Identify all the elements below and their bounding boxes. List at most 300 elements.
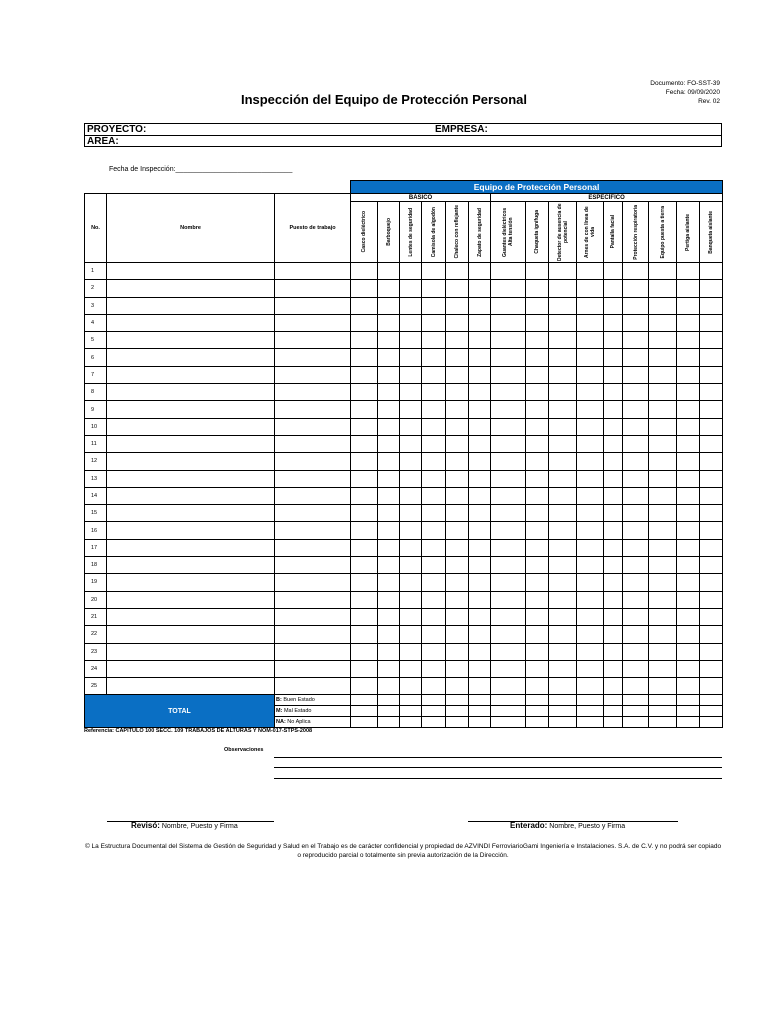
check-cell[interactable]	[700, 332, 723, 349]
total-cell[interactable]	[577, 695, 604, 706]
check-cell[interactable]	[677, 591, 700, 608]
check-cell[interactable]	[700, 660, 723, 677]
total-cell[interactable]	[378, 706, 400, 717]
check-cell[interactable]	[649, 314, 677, 331]
check-cell[interactable]	[422, 574, 446, 591]
check-cell[interactable]	[700, 280, 723, 297]
total-cell[interactable]	[649, 706, 677, 717]
check-cell[interactable]	[700, 470, 723, 487]
check-cell[interactable]	[577, 332, 604, 349]
check-cell[interactable]	[526, 435, 549, 452]
total-cell[interactable]	[623, 706, 649, 717]
check-cell[interactable]	[526, 557, 549, 574]
check-cell[interactable]	[677, 401, 700, 418]
check-cell[interactable]	[623, 263, 649, 280]
check-cell[interactable]	[700, 539, 723, 556]
check-cell[interactable]	[378, 574, 400, 591]
check-cell[interactable]	[491, 574, 526, 591]
check-cell[interactable]	[469, 384, 491, 401]
check-cell[interactable]	[604, 297, 623, 314]
check-cell[interactable]	[422, 505, 446, 522]
check-cell[interactable]	[422, 522, 446, 539]
check-cell[interactable]	[526, 297, 549, 314]
check-cell[interactable]	[677, 418, 700, 435]
check-cell[interactable]	[623, 643, 649, 660]
total-cell[interactable]	[526, 717, 549, 728]
check-cell[interactable]	[700, 678, 723, 695]
check-cell[interactable]	[446, 660, 469, 677]
check-cell[interactable]	[491, 453, 526, 470]
check-cell[interactable]	[549, 539, 577, 556]
check-cell[interactable]	[623, 574, 649, 591]
check-cell[interactable]	[604, 539, 623, 556]
nombre-cell[interactable]	[107, 470, 275, 487]
check-cell[interactable]	[604, 280, 623, 297]
check-cell[interactable]	[577, 349, 604, 366]
nombre-cell[interactable]	[107, 626, 275, 643]
check-cell[interactable]	[378, 591, 400, 608]
check-cell[interactable]	[469, 608, 491, 625]
check-cell[interactable]	[446, 314, 469, 331]
check-cell[interactable]	[700, 591, 723, 608]
total-cell[interactable]	[649, 717, 677, 728]
check-cell[interactable]	[549, 574, 577, 591]
total-cell[interactable]	[549, 717, 577, 728]
check-cell[interactable]	[422, 366, 446, 383]
check-cell[interactable]	[604, 435, 623, 452]
check-cell[interactable]	[549, 608, 577, 625]
check-cell[interactable]	[491, 591, 526, 608]
check-cell[interactable]	[469, 418, 491, 435]
check-cell[interactable]	[604, 470, 623, 487]
check-cell[interactable]	[491, 297, 526, 314]
check-cell[interactable]	[469, 557, 491, 574]
total-cell[interactable]	[700, 717, 723, 728]
check-cell[interactable]	[549, 591, 577, 608]
total-cell[interactable]	[491, 706, 526, 717]
check-cell[interactable]	[378, 643, 400, 660]
check-cell[interactable]	[351, 332, 378, 349]
check-cell[interactable]	[491, 418, 526, 435]
check-cell[interactable]	[526, 643, 549, 660]
total-cell[interactable]	[526, 706, 549, 717]
check-cell[interactable]	[623, 401, 649, 418]
check-cell[interactable]	[446, 678, 469, 695]
check-cell[interactable]	[677, 366, 700, 383]
check-cell[interactable]	[577, 280, 604, 297]
check-cell[interactable]	[351, 522, 378, 539]
check-cell[interactable]	[491, 678, 526, 695]
nombre-cell[interactable]	[107, 401, 275, 418]
total-cell[interactable]	[549, 695, 577, 706]
total-cell[interactable]	[577, 706, 604, 717]
check-cell[interactable]	[378, 522, 400, 539]
check-cell[interactable]	[649, 487, 677, 504]
check-cell[interactable]	[549, 366, 577, 383]
check-cell[interactable]	[623, 280, 649, 297]
check-cell[interactable]	[700, 608, 723, 625]
check-cell[interactable]	[649, 366, 677, 383]
inspection-date-field[interactable]: Fecha de Inspección:______________________________	[109, 166, 293, 173]
check-cell[interactable]	[378, 418, 400, 435]
nombre-cell[interactable]	[107, 263, 275, 280]
check-cell[interactable]	[378, 384, 400, 401]
check-cell[interactable]	[677, 384, 700, 401]
nombre-cell[interactable]	[107, 349, 275, 366]
check-cell[interactable]	[577, 418, 604, 435]
puesto-cell[interactable]	[275, 557, 351, 574]
check-cell[interactable]	[700, 366, 723, 383]
check-cell[interactable]	[351, 314, 378, 331]
check-cell[interactable]	[422, 280, 446, 297]
check-cell[interactable]	[351, 487, 378, 504]
check-cell[interactable]	[491, 505, 526, 522]
check-cell[interactable]	[400, 401, 422, 418]
check-cell[interactable]	[469, 349, 491, 366]
check-cell[interactable]	[623, 332, 649, 349]
check-cell[interactable]	[577, 539, 604, 556]
check-cell[interactable]	[378, 539, 400, 556]
check-cell[interactable]	[378, 435, 400, 452]
check-cell[interactable]	[491, 557, 526, 574]
check-cell[interactable]	[422, 314, 446, 331]
check-cell[interactable]	[400, 539, 422, 556]
check-cell[interactable]	[351, 435, 378, 452]
check-cell[interactable]	[649, 453, 677, 470]
check-cell[interactable]	[446, 470, 469, 487]
check-cell[interactable]	[400, 418, 422, 435]
puesto-cell[interactable]	[275, 608, 351, 625]
check-cell[interactable]	[549, 263, 577, 280]
check-cell[interactable]	[577, 401, 604, 418]
check-cell[interactable]	[549, 349, 577, 366]
check-cell[interactable]	[378, 626, 400, 643]
check-cell[interactable]	[577, 297, 604, 314]
check-cell[interactable]	[623, 660, 649, 677]
check-cell[interactable]	[549, 297, 577, 314]
check-cell[interactable]	[604, 332, 623, 349]
check-cell[interactable]	[351, 574, 378, 591]
check-cell[interactable]	[351, 297, 378, 314]
check-cell[interactable]	[549, 418, 577, 435]
check-cell[interactable]	[400, 643, 422, 660]
check-cell[interactable]	[469, 401, 491, 418]
check-cell[interactable]	[577, 574, 604, 591]
puesto-cell[interactable]	[275, 487, 351, 504]
check-cell[interactable]	[351, 418, 378, 435]
check-cell[interactable]	[400, 626, 422, 643]
total-cell[interactable]	[549, 706, 577, 717]
check-cell[interactable]	[649, 626, 677, 643]
check-cell[interactable]	[526, 574, 549, 591]
puesto-cell[interactable]	[275, 678, 351, 695]
check-cell[interactable]	[526, 591, 549, 608]
check-cell[interactable]	[400, 453, 422, 470]
check-cell[interactable]	[378, 470, 400, 487]
check-cell[interactable]	[623, 557, 649, 574]
puesto-cell[interactable]	[275, 384, 351, 401]
check-cell[interactable]	[469, 643, 491, 660]
check-cell[interactable]	[526, 660, 549, 677]
check-cell[interactable]	[677, 643, 700, 660]
check-cell[interactable]	[623, 608, 649, 625]
check-cell[interactable]	[446, 487, 469, 504]
check-cell[interactable]	[400, 366, 422, 383]
check-cell[interactable]	[549, 522, 577, 539]
check-cell[interactable]	[623, 453, 649, 470]
total-cell[interactable]	[351, 706, 378, 717]
check-cell[interactable]	[677, 539, 700, 556]
check-cell[interactable]	[446, 366, 469, 383]
total-cell[interactable]	[422, 706, 446, 717]
check-cell[interactable]	[549, 435, 577, 452]
check-cell[interactable]	[604, 349, 623, 366]
check-cell[interactable]	[446, 643, 469, 660]
check-cell[interactable]	[469, 314, 491, 331]
check-cell[interactable]	[446, 557, 469, 574]
check-cell[interactable]	[446, 453, 469, 470]
check-cell[interactable]	[526, 332, 549, 349]
check-cell[interactable]	[526, 349, 549, 366]
check-cell[interactable]	[469, 297, 491, 314]
total-cell[interactable]	[623, 717, 649, 728]
check-cell[interactable]	[677, 263, 700, 280]
check-cell[interactable]	[604, 263, 623, 280]
nombre-cell[interactable]	[107, 314, 275, 331]
total-cell[interactable]	[469, 695, 491, 706]
check-cell[interactable]	[526, 470, 549, 487]
check-cell[interactable]	[400, 263, 422, 280]
check-cell[interactable]	[604, 505, 623, 522]
check-cell[interactable]	[400, 574, 422, 591]
check-cell[interactable]	[469, 591, 491, 608]
check-cell[interactable]	[351, 505, 378, 522]
check-cell[interactable]	[677, 453, 700, 470]
check-cell[interactable]	[604, 522, 623, 539]
check-cell[interactable]	[649, 418, 677, 435]
check-cell[interactable]	[623, 384, 649, 401]
check-cell[interactable]	[526, 263, 549, 280]
check-cell[interactable]	[623, 470, 649, 487]
check-cell[interactable]	[400, 349, 422, 366]
check-cell[interactable]	[400, 505, 422, 522]
check-cell[interactable]	[526, 539, 549, 556]
check-cell[interactable]	[649, 678, 677, 695]
check-cell[interactable]	[677, 332, 700, 349]
puesto-cell[interactable]	[275, 574, 351, 591]
check-cell[interactable]	[526, 280, 549, 297]
check-cell[interactable]	[677, 574, 700, 591]
check-cell[interactable]	[577, 522, 604, 539]
check-cell[interactable]	[422, 539, 446, 556]
check-cell[interactable]	[604, 608, 623, 625]
check-cell[interactable]	[549, 280, 577, 297]
check-cell[interactable]	[577, 435, 604, 452]
check-cell[interactable]	[491, 539, 526, 556]
check-cell[interactable]	[400, 332, 422, 349]
total-cell[interactable]	[604, 695, 623, 706]
check-cell[interactable]	[623, 522, 649, 539]
check-cell[interactable]	[604, 574, 623, 591]
check-cell[interactable]	[649, 263, 677, 280]
check-cell[interactable]	[526, 366, 549, 383]
check-cell[interactable]	[577, 487, 604, 504]
check-cell[interactable]	[549, 314, 577, 331]
check-cell[interactable]	[526, 608, 549, 625]
check-cell[interactable]	[623, 591, 649, 608]
check-cell[interactable]	[526, 522, 549, 539]
check-cell[interactable]	[469, 678, 491, 695]
check-cell[interactable]	[623, 505, 649, 522]
check-cell[interactable]	[351, 280, 378, 297]
check-cell[interactable]	[649, 522, 677, 539]
check-cell[interactable]	[549, 470, 577, 487]
check-cell[interactable]	[649, 401, 677, 418]
check-cell[interactable]	[549, 453, 577, 470]
check-cell[interactable]	[351, 557, 378, 574]
check-cell[interactable]	[577, 643, 604, 660]
nombre-cell[interactable]	[107, 608, 275, 625]
check-cell[interactable]	[400, 591, 422, 608]
nombre-cell[interactable]	[107, 487, 275, 504]
check-cell[interactable]	[422, 332, 446, 349]
observaciones-line[interactable]	[274, 767, 722, 768]
check-cell[interactable]	[604, 591, 623, 608]
check-cell[interactable]	[351, 591, 378, 608]
check-cell[interactable]	[491, 626, 526, 643]
check-cell[interactable]	[526, 453, 549, 470]
check-cell[interactable]	[351, 453, 378, 470]
check-cell[interactable]	[700, 349, 723, 366]
check-cell[interactable]	[378, 678, 400, 695]
check-cell[interactable]	[649, 574, 677, 591]
total-cell[interactable]	[649, 695, 677, 706]
check-cell[interactable]	[604, 401, 623, 418]
total-cell[interactable]	[469, 717, 491, 728]
check-cell[interactable]	[604, 626, 623, 643]
check-cell[interactable]	[677, 314, 700, 331]
puesto-cell[interactable]	[275, 280, 351, 297]
check-cell[interactable]	[422, 435, 446, 452]
check-cell[interactable]	[422, 349, 446, 366]
total-cell[interactable]	[526, 695, 549, 706]
total-cell[interactable]	[623, 695, 649, 706]
check-cell[interactable]	[649, 349, 677, 366]
check-cell[interactable]	[623, 539, 649, 556]
check-cell[interactable]	[491, 366, 526, 383]
total-cell[interactable]	[677, 706, 700, 717]
check-cell[interactable]	[469, 539, 491, 556]
check-cell[interactable]	[677, 435, 700, 452]
check-cell[interactable]	[469, 522, 491, 539]
total-cell[interactable]	[446, 717, 469, 728]
check-cell[interactable]	[623, 487, 649, 504]
check-cell[interactable]	[677, 505, 700, 522]
check-cell[interactable]	[649, 608, 677, 625]
check-cell[interactable]	[700, 401, 723, 418]
check-cell[interactable]	[677, 557, 700, 574]
check-cell[interactable]	[526, 678, 549, 695]
check-cell[interactable]	[526, 314, 549, 331]
check-cell[interactable]	[677, 608, 700, 625]
check-cell[interactable]	[446, 591, 469, 608]
check-cell[interactable]	[446, 280, 469, 297]
puesto-cell[interactable]	[275, 660, 351, 677]
check-cell[interactable]	[604, 557, 623, 574]
check-cell[interactable]	[469, 487, 491, 504]
check-cell[interactable]	[604, 678, 623, 695]
check-cell[interactable]	[400, 522, 422, 539]
nombre-cell[interactable]	[107, 332, 275, 349]
check-cell[interactable]	[491, 401, 526, 418]
check-cell[interactable]	[549, 384, 577, 401]
check-cell[interactable]	[700, 418, 723, 435]
check-cell[interactable]	[649, 660, 677, 677]
check-cell[interactable]	[491, 643, 526, 660]
check-cell[interactable]	[549, 660, 577, 677]
total-cell[interactable]	[604, 706, 623, 717]
total-cell[interactable]	[604, 717, 623, 728]
check-cell[interactable]	[351, 349, 378, 366]
check-cell[interactable]	[446, 539, 469, 556]
check-cell[interactable]	[378, 366, 400, 383]
nombre-cell[interactable]	[107, 366, 275, 383]
check-cell[interactable]	[677, 470, 700, 487]
check-cell[interactable]	[649, 539, 677, 556]
check-cell[interactable]	[700, 626, 723, 643]
check-cell[interactable]	[649, 435, 677, 452]
check-cell[interactable]	[577, 263, 604, 280]
total-cell[interactable]	[677, 717, 700, 728]
check-cell[interactable]	[469, 626, 491, 643]
check-cell[interactable]	[469, 280, 491, 297]
check-cell[interactable]	[446, 332, 469, 349]
nombre-cell[interactable]	[107, 384, 275, 401]
check-cell[interactable]	[577, 453, 604, 470]
check-cell[interactable]	[577, 470, 604, 487]
check-cell[interactable]	[351, 366, 378, 383]
check-cell[interactable]	[677, 280, 700, 297]
check-cell[interactable]	[351, 470, 378, 487]
check-cell[interactable]	[649, 643, 677, 660]
puesto-cell[interactable]	[275, 591, 351, 608]
check-cell[interactable]	[549, 557, 577, 574]
check-cell[interactable]	[351, 643, 378, 660]
check-cell[interactable]	[400, 557, 422, 574]
total-cell[interactable]	[491, 717, 526, 728]
check-cell[interactable]	[446, 401, 469, 418]
check-cell[interactable]	[649, 297, 677, 314]
check-cell[interactable]	[526, 487, 549, 504]
check-cell[interactable]	[446, 626, 469, 643]
check-cell[interactable]	[422, 678, 446, 695]
total-cell[interactable]	[378, 717, 400, 728]
check-cell[interactable]	[549, 401, 577, 418]
check-cell[interactable]	[491, 608, 526, 625]
puesto-cell[interactable]	[275, 435, 351, 452]
check-cell[interactable]	[491, 263, 526, 280]
check-cell[interactable]	[700, 297, 723, 314]
check-cell[interactable]	[446, 297, 469, 314]
check-cell[interactable]	[378, 608, 400, 625]
check-cell[interactable]	[549, 487, 577, 504]
check-cell[interactable]	[700, 505, 723, 522]
check-cell[interactable]	[649, 470, 677, 487]
check-cell[interactable]	[446, 574, 469, 591]
check-cell[interactable]	[604, 418, 623, 435]
check-cell[interactable]	[700, 643, 723, 660]
check-cell[interactable]	[604, 487, 623, 504]
